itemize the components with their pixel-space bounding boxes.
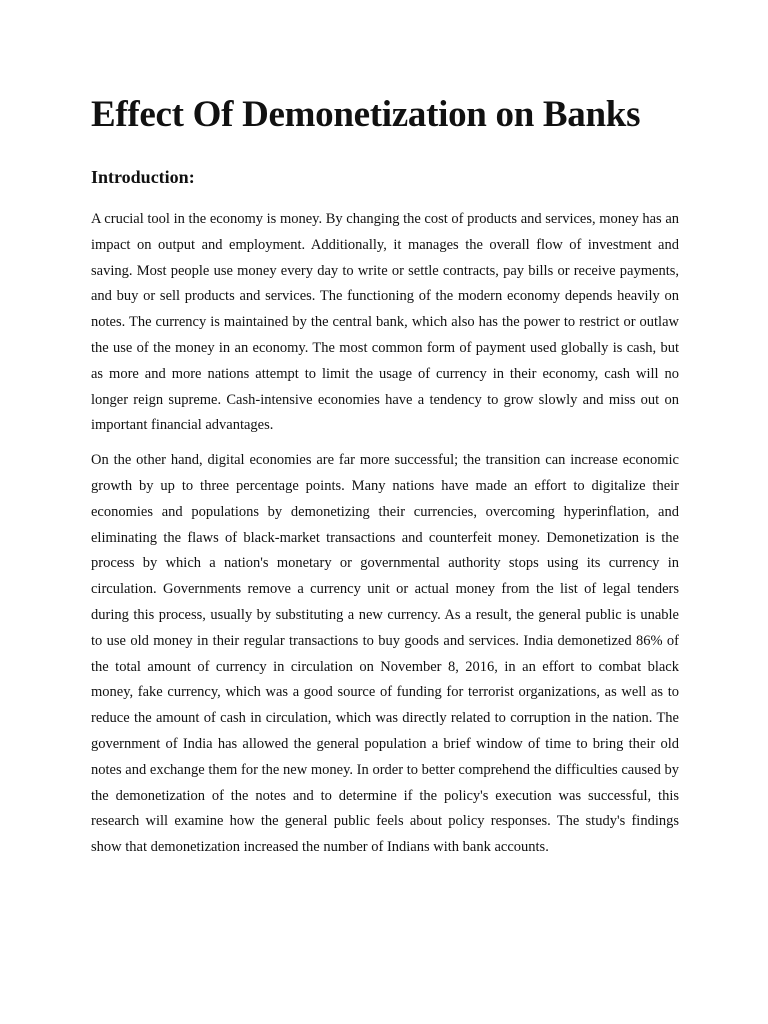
paragraph-1: A crucial tool in the economy is money. By changing the cost of products and services, money has an impact on output and employment. Additionally, it manages the overall flow of investment and saving. Most people use money every day to write or settle contracts, pay bills or receive payments, and buy or sell products and services. The functioning of the modern economy depends heavily on notes. The currency is maintained by the central bank, which also has the power to restrict or outlaw the use of the money in an economy. The most common form of payment used globally is cash, but as more and more nations attempt to limit the usage of currency in their economy, cash will no longer reign supreme. Cash-intensive economies have a tendency to grow slowly and miss out on important financial advantages. [91,211,679,434]
paragraph-2: On the other hand, digital economies are far more successful; the transition can increase economic growth by up to three percentage points. Many nations have made an effort to digitalize their economies and populations by demonetizing their currencies, overcoming hyperinflation, and eliminating the flaws of black-market transactions and counterfeit money. Demonetization is the process by which a nation's monetary or governmental authority stops using its currency in circulation. Governments remove a currency unit or actual money from the list of legal tenders during this process, usually by substituting a new currency. As a result, the general public is unable to use old money in their regular transactions to buy goods and services. India demonetized 86% of the total amount of currency in circulation on November 8, 2016, in an effort to combat black money, fake currency, which was a good source of funding for terrorist organizations, as well as to reduce the amount of cash in circulation, which was directly related to corruption in the nation. The government of India has allowed the general population a brief window of time to bring their old notes and exchange them for the new money. In order to better comprehend the difficulties caused by the demonetization of the notes and to determine if the policy's execution was successful, this research will examine how the general public feels about policy responses. The study's findings show that demonetization increased the number of Indians with bank accounts. [91,452,679,856]
document-page [91,88,679,870]
section-heading: Introduction: [91,167,195,187]
document-title: Effect Of Demonetization on Banks [91,94,641,135]
